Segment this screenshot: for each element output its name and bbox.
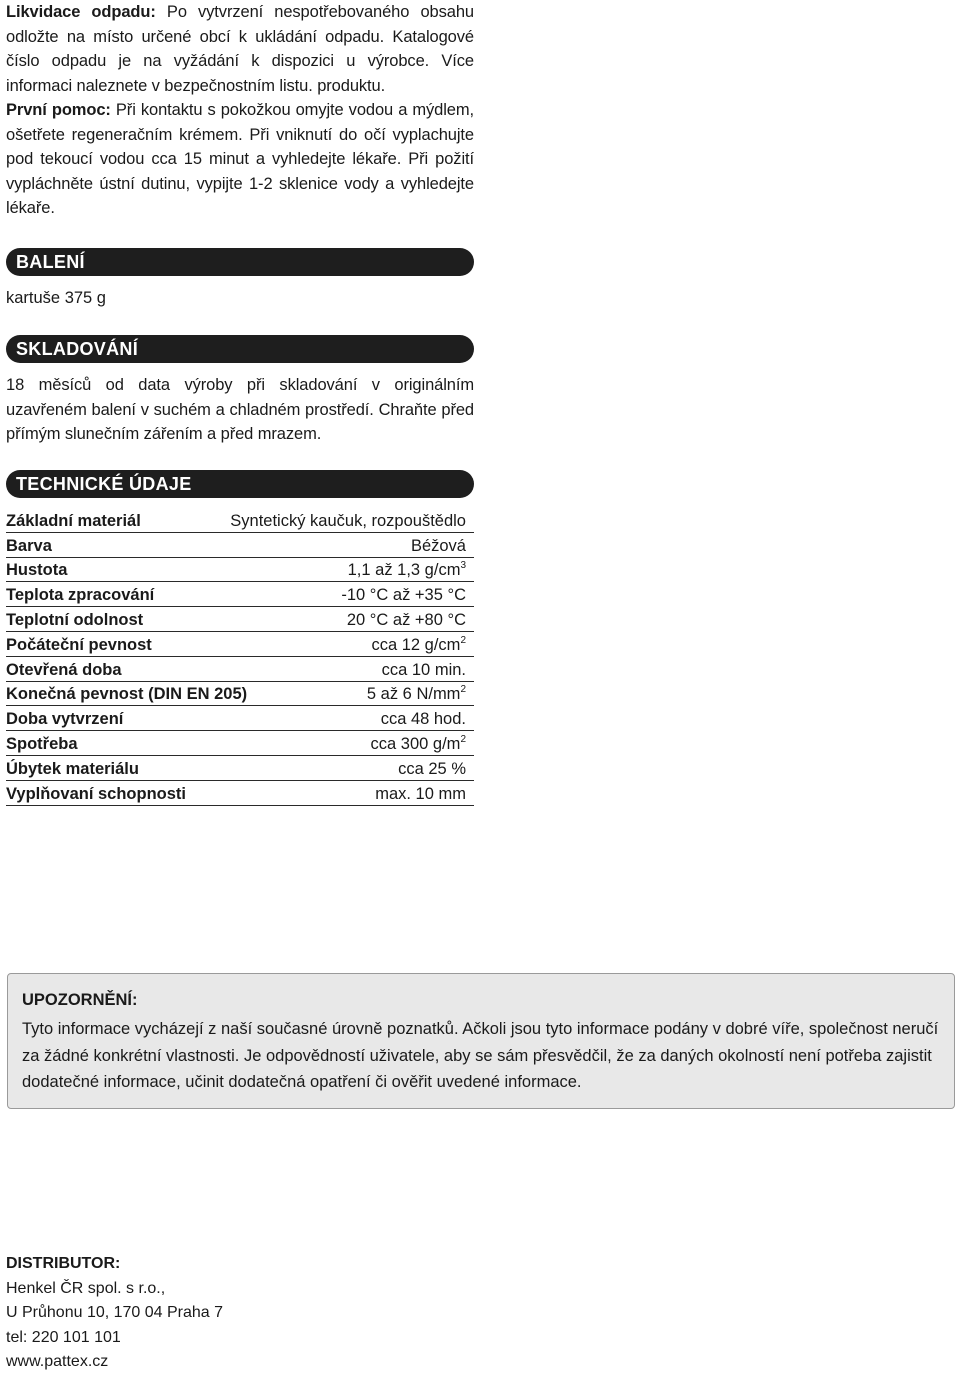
disposal-paragraph	[6, 0, 474, 98]
table-row	[6, 756, 474, 781]
row-value: 20 °C až +80 °C	[346, 610, 466, 629]
row-label: Počáteční pevnost	[6, 635, 152, 654]
row-value: Syntetický kaučuk, rozpouštědlo	[230, 511, 466, 530]
distributor-title: DISTRIBUTOR:	[6, 1255, 121, 1272]
row-label: Otevřená doba	[6, 660, 122, 679]
row-value: max. 10 mm	[375, 784, 466, 803]
row-value: cca 25 %	[398, 759, 466, 778]
table-row	[6, 781, 474, 806]
row-label: Teplota zpracování	[6, 586, 155, 605]
row-label: Vyplňovaní schopnosti	[6, 784, 186, 803]
row-value: 1,1 až 1,3 $g/cm^3$	[347, 560, 466, 580]
row-value: Béžová	[410, 536, 466, 555]
packaging-text: kartuše 375 g	[6, 289, 106, 307]
distributor-company: Henkel ČR spol. s r.o.,	[6, 1279, 166, 1297]
table-row	[6, 533, 474, 558]
notice-title: UPOZORNĚNÍ:	[22, 991, 138, 1009]
row-value: 5 až 6 $N/mm^2$	[366, 684, 466, 704]
first-aid-paragraph	[6, 98, 474, 221]
row-label: Úbytek materiálu	[6, 759, 139, 778]
table-row	[6, 607, 474, 632]
notice-text: Tyto informace vycházejí z naší současné úrovně poznatků. Ačkoli jsou tyto informace podány v dobré víře, společnost neručí za žádné konkrétní vlastnosti. Je odpovědností uživatele, aby se sám přesvědčil, že za daných okolností není potřeba zajistit dodatečné informace, učinit dodatečná opatření či ověřit uvedené informace.	[22, 1020, 939, 1091]
distributor-address: U Průhonu 10, 170 04 Praha 7	[6, 1304, 224, 1321]
distributor-web[interactable]: www.pattex.cz	[6, 1353, 109, 1370]
disposal-text: Po vytvrzení nespotřebovaného obsahu odložte na místo určené obcí k ukládání odpadu. Katalogové číslo odpadu je na vyžádání k dispozici u výrobce. Více informaci naleznete v bezpečnostním listu. produktu.	[6, 3, 474, 95]
table-row	[6, 731, 474, 756]
storage-text: 18 měsíců od data výroby při skladování v originálním uzavřeném balení v suchém a chladném prostředí. Chraňte před přímým slunečním zářením a před mrazem.	[6, 376, 474, 443]
row-label: Konečná pevnost (DIN EN 205)	[6, 685, 248, 704]
row-label: Doba vytvrzení	[6, 710, 124, 729]
storage-heading: SKLADOVÁNÍ	[6, 335, 474, 363]
table-row	[6, 657, 474, 682]
packaging-heading: BALENÍ	[6, 248, 474, 276]
table-row	[6, 706, 474, 731]
table-row	[6, 682, 474, 707]
table-row	[6, 632, 474, 657]
table-row	[6, 582, 474, 607]
row-value: cca 300 $g/m^2$	[370, 733, 466, 753]
row-value: cca 12 $g/cm^2$	[371, 634, 466, 654]
distributor-phone: tel: 220 101 101	[6, 1328, 121, 1346]
first-aid-text: Při kontaktu s pokožkou omyjte vodou a mýdlem, ošetřete regeneračním krémem. Při vniknutí do očí vyplachujte pod tekoucí vodou cca 15 minut a vyhledejte lékaře. Při požití vypláchněte ústní dutinu, vypijte 1-2 sklenice vody a vyhledejte lékaře.	[6, 101, 474, 217]
table-row	[6, 558, 474, 583]
row-value: cca 48 hod.	[380, 710, 466, 729]
technical-table	[6, 508, 474, 806]
row-label: Teplotní odolnost	[6, 610, 144, 629]
row-label: Barva	[6, 536, 52, 555]
disposal-label: Likvidace odpadu:	[6, 3, 156, 21]
technical-heading: TECHNICKÉ ÚDAJE	[6, 470, 474, 498]
row-value: -10 °C až +35 °C	[341, 586, 466, 605]
distributor-block	[6, 1252, 223, 1375]
table-row	[6, 508, 474, 533]
row-label: Spotřeba	[6, 734, 78, 753]
row-value: cca 10 min.	[381, 660, 466, 679]
row-label: Základní materiál	[6, 511, 141, 530]
safety-info-section	[6, 0, 474, 221]
first-aid-label: První pomoc:	[6, 101, 111, 119]
storage-section	[6, 373, 474, 447]
row-label: Hustota	[6, 561, 68, 580]
notice-box	[7, 973, 955, 1109]
